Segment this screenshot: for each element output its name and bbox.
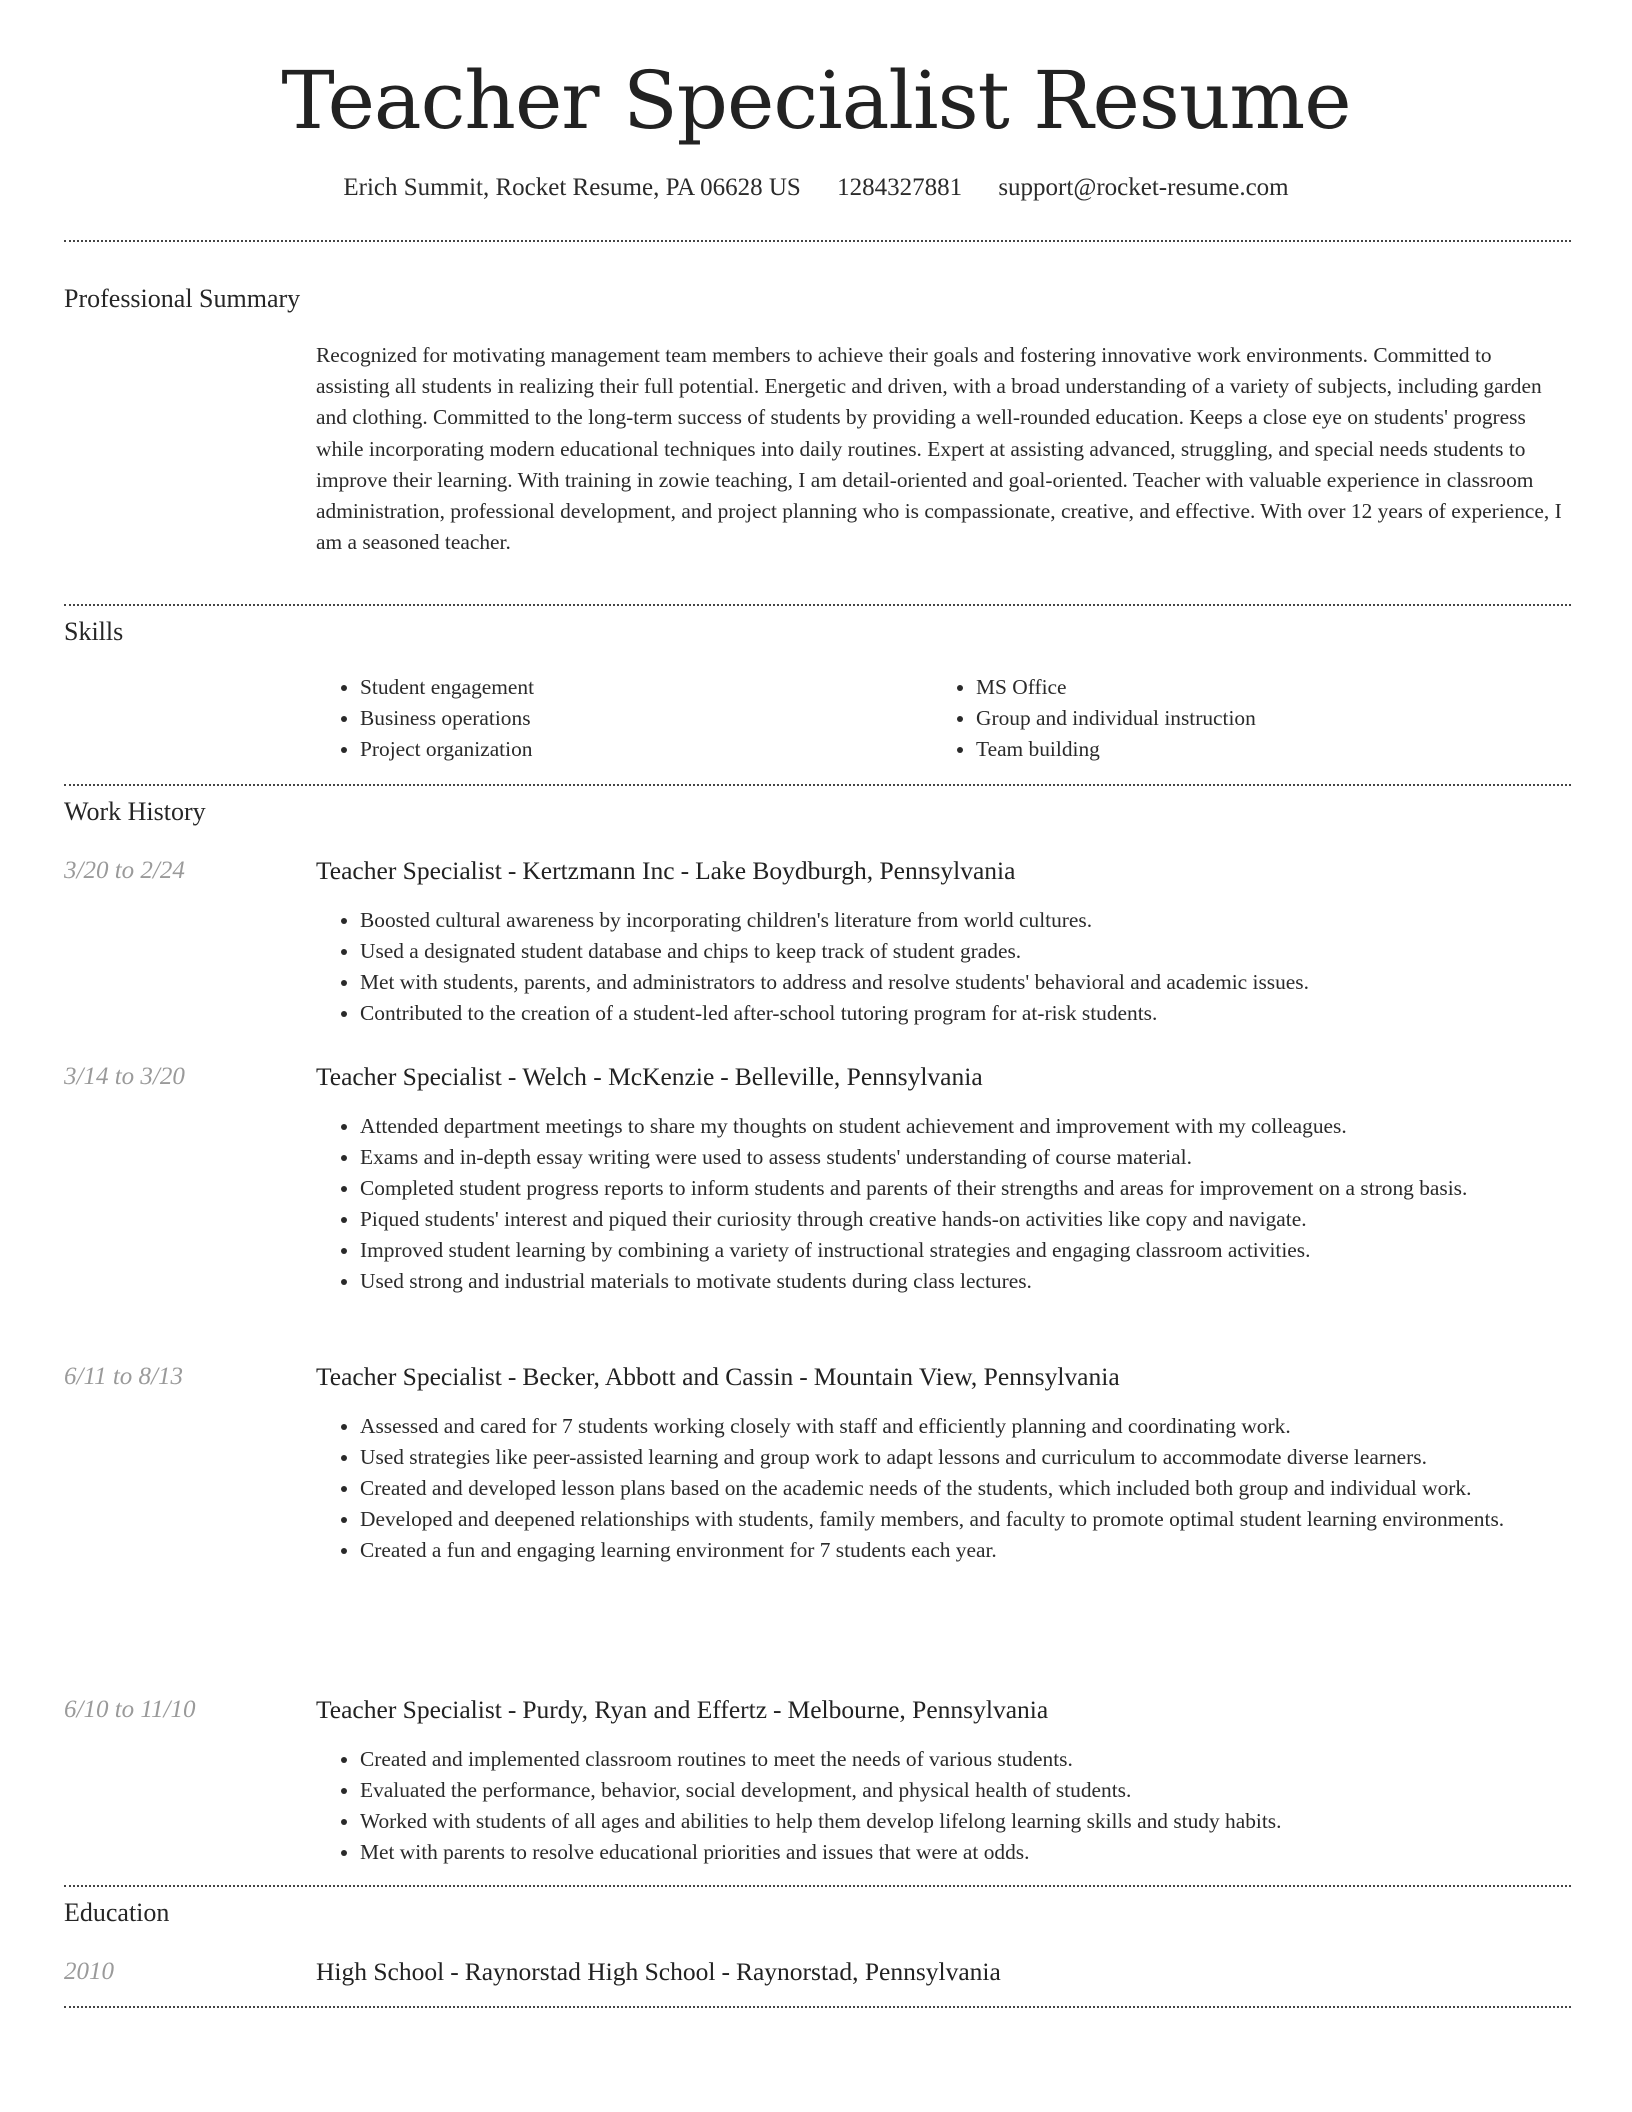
job-bullet: • Boosted cultural awareness by incorporating children's literature from world cultures. [360, 905, 1566, 936]
skill-item: • Business operations [360, 703, 876, 734]
job-role: Teacher Specialist [316, 1362, 502, 1391]
job-role: Teacher Specialist [316, 856, 502, 885]
job-bullet: • Used strategies like peer-assisted learning and group work to adapt lessons and curriculum to accommodate diverse learners. [360, 1442, 1566, 1473]
job-bullets [316, 1111, 1566, 1297]
job-company: Purdy, Ryan and Effertz [522, 1695, 768, 1724]
education-degree: High School [316, 1957, 445, 1986]
job-bullets [316, 1411, 1566, 1566]
job-separator: - [507, 856, 517, 885]
job-bullets [316, 1744, 1566, 1868]
education-separator: - [721, 1957, 730, 1986]
job-bullet: • Evaluated the performance, behavior, social development, and physical health of students. [360, 1775, 1566, 1806]
contact-phone: 1284327881 [837, 174, 963, 201]
contact-address: Erich Summit, Rocket Resume, PA 06628 US [343, 174, 801, 201]
job-bullet: • Developed and deepened relationships with students, family members, and faculty to promote optimal student learning environments. [360, 1504, 1566, 1535]
job-bullet: • Created and developed lesson plans based on the academic needs of the students, which included both group and individual work. [360, 1473, 1566, 1504]
job-bullet: • Created and implemented classroom routines to meet the needs of various students. [360, 1744, 1566, 1775]
divider [64, 604, 1571, 606]
education-heading: Education [64, 1898, 170, 1927]
job-bullet: • Used a designated student database and chips to keep track of student grades. [360, 936, 1566, 967]
job-bullet: • Improved student learning by combining a variety of instructional strategies and engaging classroom activities. [360, 1235, 1566, 1266]
education-location: Raynorstad, Pennsylvania [735, 1957, 1001, 1986]
skill-item: • MS Office [976, 672, 1492, 703]
job-bullet: • Assessed and cared for 7 students working closely with staff and efficiently planning and coordinating work. [360, 1411, 1566, 1442]
job-title [316, 1359, 1120, 1395]
job-bullet: • Worked with students of all ages and abilities to help them develop lifelong learning skills and study habits. [360, 1806, 1566, 1837]
job-bullet: • Attended department meetings to share my thoughts on student achievement and improvement with my colleagues. [360, 1111, 1566, 1142]
job-dates: 6/10 to 11/10 [64, 1696, 196, 1723]
job-role: Teacher Specialist [316, 1062, 502, 1091]
job-title [316, 1692, 1048, 1728]
job-location: Belleville, Pennsylvania [734, 1062, 983, 1091]
job-dates: 3/20 to 2/24 [64, 857, 185, 884]
divider [64, 1885, 1571, 1887]
skills-heading: Skills [64, 617, 124, 646]
skills-list-right [932, 672, 1492, 765]
job-separator: - [773, 1695, 782, 1724]
divider [64, 2006, 1571, 2008]
skill-item: • Project organization [360, 734, 876, 765]
job-bullet: • Used strong and industrial materials to motivate students during class lectures. [360, 1266, 1566, 1297]
summary-text: Recognized for motivating management team members to achieve their goals and fostering innovative work environments. Committed to assisting all students in realizing their full potential. Energetic and driven, with a broad understanding of a variety of subjects, including garden and clothing. Committed to the long-term success of students by providing a well-rounded education. Keeps a close eye on students' progress while incorporating modern educational techniques into daily routines. Expert at assisting advanced, struggling, and special needs students to improve their learning. With training in zowie teaching, I am detail-oriented and goal-oriented. Teacher with valuable experience in classroom administration, professional development, and project planning who is compassionate, creative, and effective. With over 12 years of experience, I am a seasoned teacher. [316, 343, 1562, 555]
job-bullet: • Met with parents to resolve educational priorities and issues that were at odds. [360, 1837, 1566, 1868]
contact-line [0, 168, 1632, 208]
skill-item: • Team building [976, 734, 1492, 765]
job-bullet: • Met with students, parents, and administrators to address and resolve students' behavioral and academic issues. [360, 967, 1566, 998]
job-location: Lake Boydburgh, Pennsylvania [695, 856, 1016, 885]
job-separator: - [507, 1362, 517, 1391]
job-company: Becker, Abbott and Cassin [522, 1362, 794, 1391]
job-bullets [316, 905, 1566, 1029]
summary-heading: Professional Summary [64, 284, 301, 313]
work-heading: Work History [64, 797, 206, 826]
job-company: Kertzmann Inc [522, 856, 675, 885]
job-separator: - [799, 1362, 808, 1391]
divider [64, 240, 1571, 242]
job-bullet: • Created a fun and engaging learning environment for 7 students each year. [360, 1535, 1566, 1566]
skill-item: • Group and individual instruction [976, 703, 1492, 734]
education-year: 2010 [64, 1958, 114, 1985]
skill-item: • Student engagement [360, 672, 876, 703]
job-separator: - [507, 1695, 517, 1724]
job-bullet: • Piqued students' interest and piqued their curiosity through creative hands-on activities like copy and navigate. [360, 1204, 1566, 1235]
contact-email: support@rocket-resume.com [998, 174, 1289, 201]
resume-title: Teacher Specialist Resume [281, 54, 1351, 147]
job-bullet: • Completed student progress reports to inform students and parents of their strengths and areas for improvement on a strong basis. [360, 1173, 1566, 1204]
job-location: Melbourne, Pennsylvania [787, 1695, 1049, 1724]
education-school: Raynorstad High School [464, 1957, 716, 1986]
job-role: Teacher Specialist [316, 1695, 502, 1724]
job-company: Welch - McKenzie [522, 1062, 715, 1091]
job-separator: - [507, 1062, 517, 1091]
job-dates: 6/11 to 8/13 [64, 1363, 183, 1390]
job-location: Mountain View, Pennsylvania [813, 1362, 1120, 1391]
skills-list-left [316, 672, 876, 765]
education-title [316, 1954, 1001, 1990]
job-dates: 3/14 to 3/20 [64, 1063, 185, 1090]
divider [64, 784, 1571, 786]
job-title [316, 853, 1015, 889]
education-separator: - [450, 1957, 459, 1986]
job-title [316, 1059, 983, 1095]
job-separator: - [680, 856, 690, 885]
job-bullet: • Exams and in-depth essay writing were used to assess students' understanding of course material. [360, 1142, 1566, 1173]
job-bullet: • Contributed to the creation of a student-led after-school tutoring program for at-risk students. [360, 998, 1566, 1029]
job-separator: - [720, 1062, 729, 1091]
